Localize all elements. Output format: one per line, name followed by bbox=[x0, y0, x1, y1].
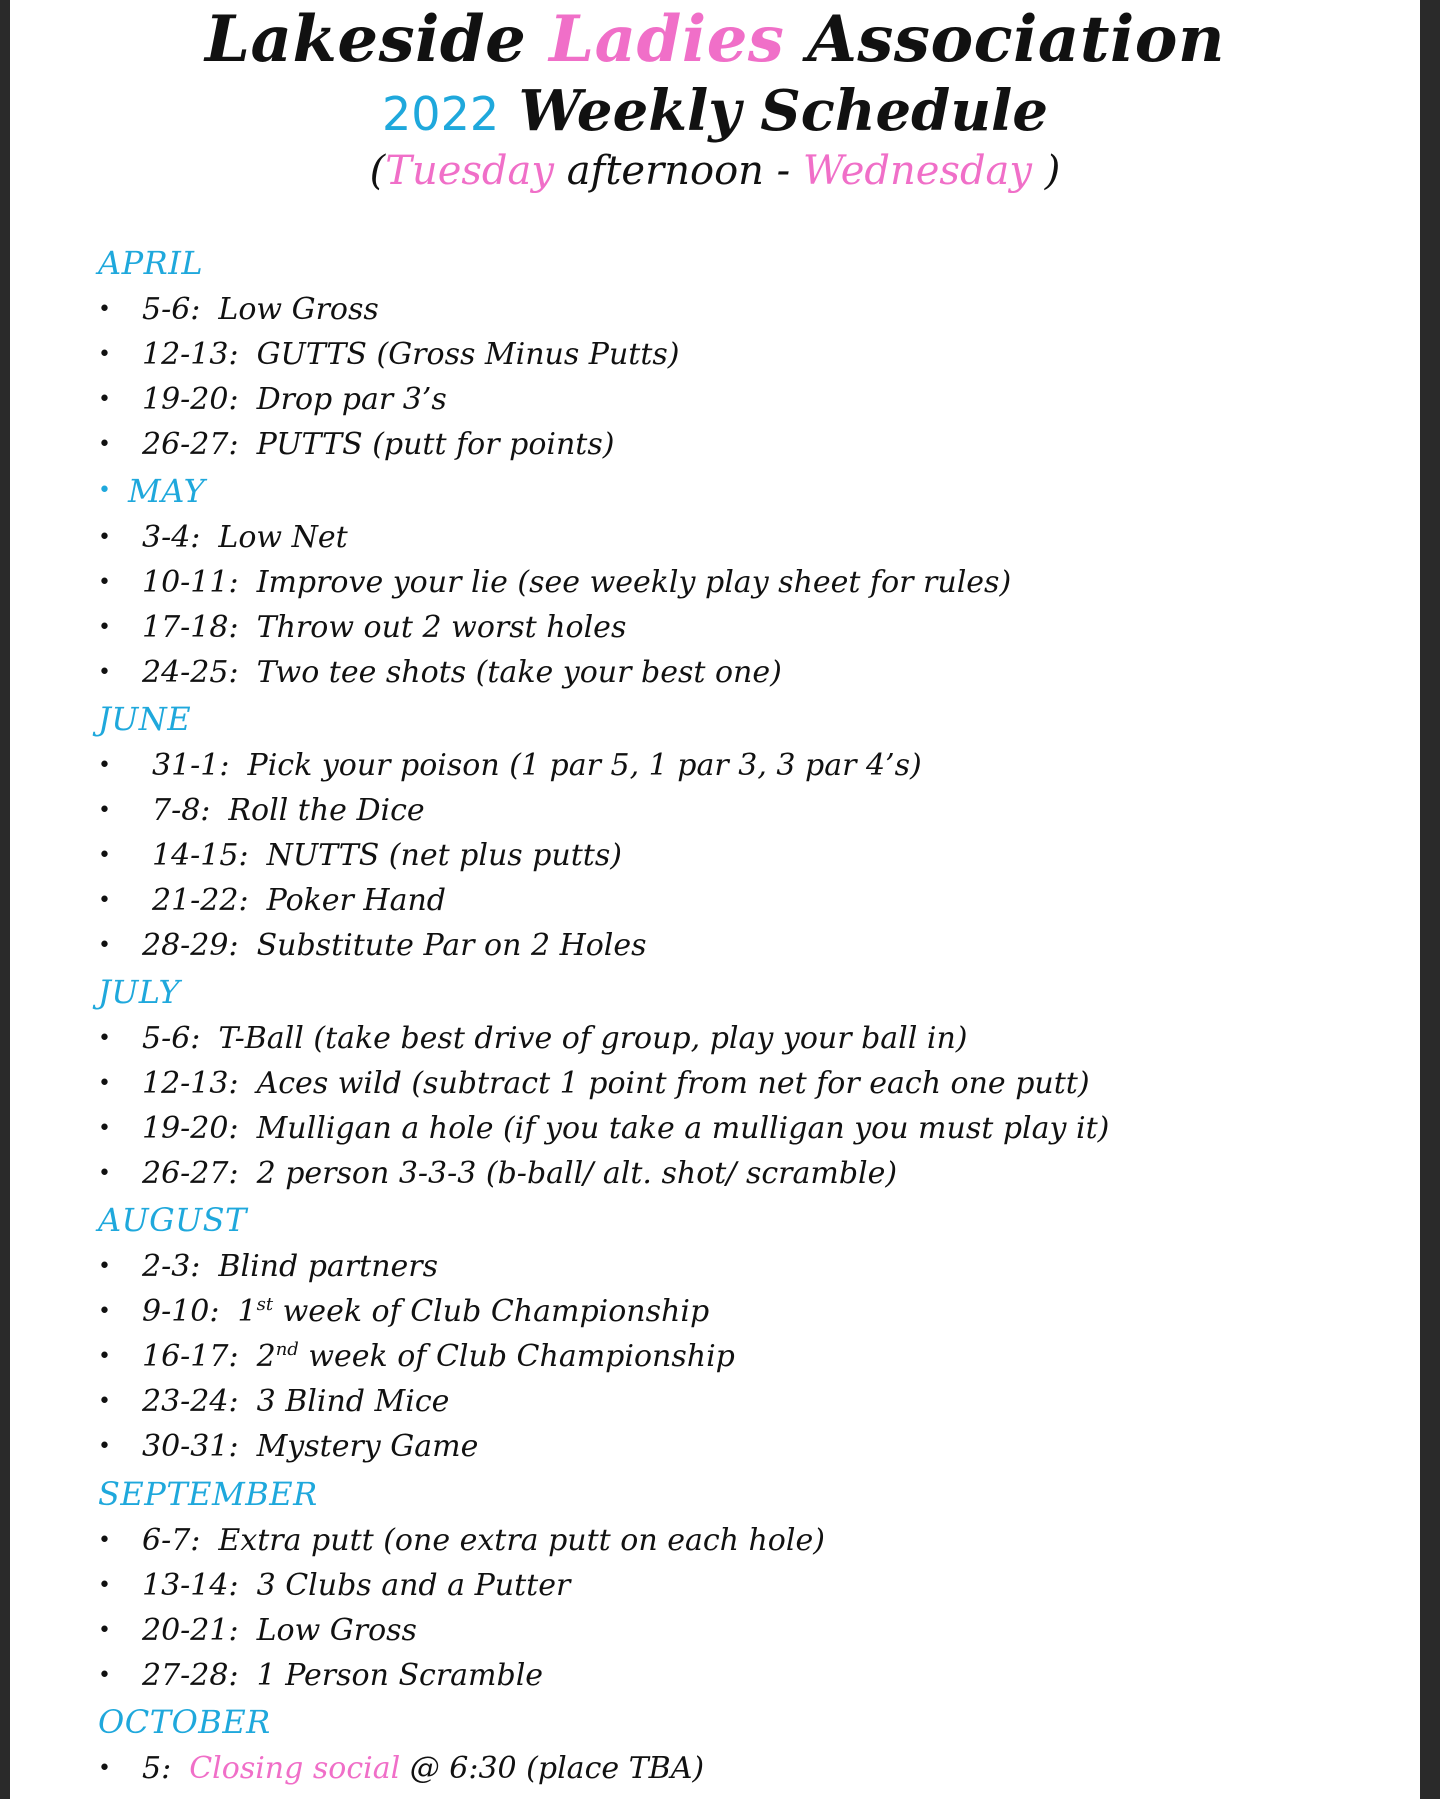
day-tuesday: Tuesday bbox=[385, 148, 554, 194]
bullet-icon: • bbox=[98, 525, 111, 550]
days-close: ) bbox=[1032, 148, 1061, 194]
days-open: ( bbox=[369, 148, 386, 194]
month-heading-october: OCTOBER bbox=[98, 1703, 271, 1741]
bullet-icon: • bbox=[98, 1071, 111, 1096]
bullet-icon: • bbox=[98, 843, 111, 868]
bullet-icon: • bbox=[98, 933, 111, 958]
bullet-icon: • bbox=[98, 1344, 111, 1369]
bullet-icon: • bbox=[98, 660, 111, 685]
org-name-part3: Association bbox=[807, 2, 1225, 77]
subtitle: Weekly Schedule bbox=[518, 78, 1048, 144]
bullet-icon: • bbox=[98, 1573, 111, 1598]
bullet-icon: • bbox=[98, 798, 111, 823]
bullet-icon: • bbox=[98, 1299, 111, 1324]
bullet-icon: • bbox=[98, 432, 111, 457]
month-heading-september: SEPTEMBER bbox=[98, 1475, 318, 1513]
bullet-icon: • bbox=[98, 1528, 111, 1553]
bullet-icon: • bbox=[98, 1434, 111, 1459]
bullet-icon: • bbox=[98, 1026, 111, 1051]
bullet-icon: • bbox=[98, 387, 111, 412]
day-wednesday: Wednesday bbox=[802, 148, 1032, 194]
month-heading-june: JUNE bbox=[98, 700, 192, 738]
bullet-icon: • bbox=[98, 753, 111, 778]
year: 2022 bbox=[382, 87, 500, 141]
org-name-part1: Lakeside bbox=[205, 2, 527, 77]
org-name-part2: Ladies bbox=[549, 2, 785, 77]
bullet-icon: • bbox=[98, 297, 111, 322]
bullet-icon: • bbox=[98, 1116, 111, 1141]
bullet-icon: • bbox=[98, 1756, 111, 1781]
bullet-icon: • bbox=[98, 478, 112, 503]
bullet-icon: • bbox=[98, 1161, 111, 1186]
month-heading-april: APRIL bbox=[98, 244, 204, 282]
bullet-icon: • bbox=[98, 888, 111, 913]
bullet-icon: • bbox=[98, 342, 111, 367]
bullet-icon: • bbox=[98, 615, 111, 640]
closing-social: Closing social bbox=[189, 1751, 401, 1786]
bullet-icon: • bbox=[98, 1663, 111, 1688]
month-heading-august: AUGUST bbox=[98, 1201, 247, 1239]
bullet-icon: • bbox=[98, 1389, 111, 1414]
bullet-icon: • bbox=[98, 1254, 111, 1279]
days-mid: afternoon - bbox=[553, 148, 803, 194]
bullet-icon: • bbox=[98, 570, 111, 595]
schedule-page bbox=[10, 0, 1420, 1799]
bullet-icon: • bbox=[98, 1618, 111, 1643]
month-heading-july: JULY bbox=[98, 973, 181, 1011]
schedule-list: APRIL • 5-6: Low Gross • 12-13: GUTTS (Gross Minus Putts) • 19-20: Drop par 3’s • 26-27: PUTTS (putt for points) • MAY • 3-4: Low Net • 10-11: Improve your lie (see weekly play sheet for rules) • 17-18: Throw out 2 worst holes • 24-25: Two tee shots (take your best one) JUNE • 31-1: Pick your poison (1 par 5, 1 par 3, 3 par 4’s) • 7-8: Roll the Dice • 14-15: NUTTS (net plus putts) • 21-22: Poker Hand • 28-29: Substitute Par on 2 Holes JULY • 5-6: T-Ball (take best drive of group, play your ball in) • 12-13: Aces wild (subtract 1 point from net for each one putt) • 19-20: Mulligan a hole (if you take a mulligan you must play it) • 26-27: 2 person 3-3-3 (b-ball/ alt. shot/ scramble) AUGUST • 2-3: Blind partners • 9-10: 1st week of Club Championship • 16-17: 2nd week of Club Championship • 23-24: 3 Blind Mice • 30-31: Mystery Game SEPTEMBER • 6-7: Extra putt (one extra putt on each hole) • 13-14: 3 Clubs and a Putter • 20-21: Low Gross • 27-28: 1 Person Scramble OCTOBER • 5: Closing social @ 6:30 (place TBA) bbox=[10, 0, 1420, 1799]
